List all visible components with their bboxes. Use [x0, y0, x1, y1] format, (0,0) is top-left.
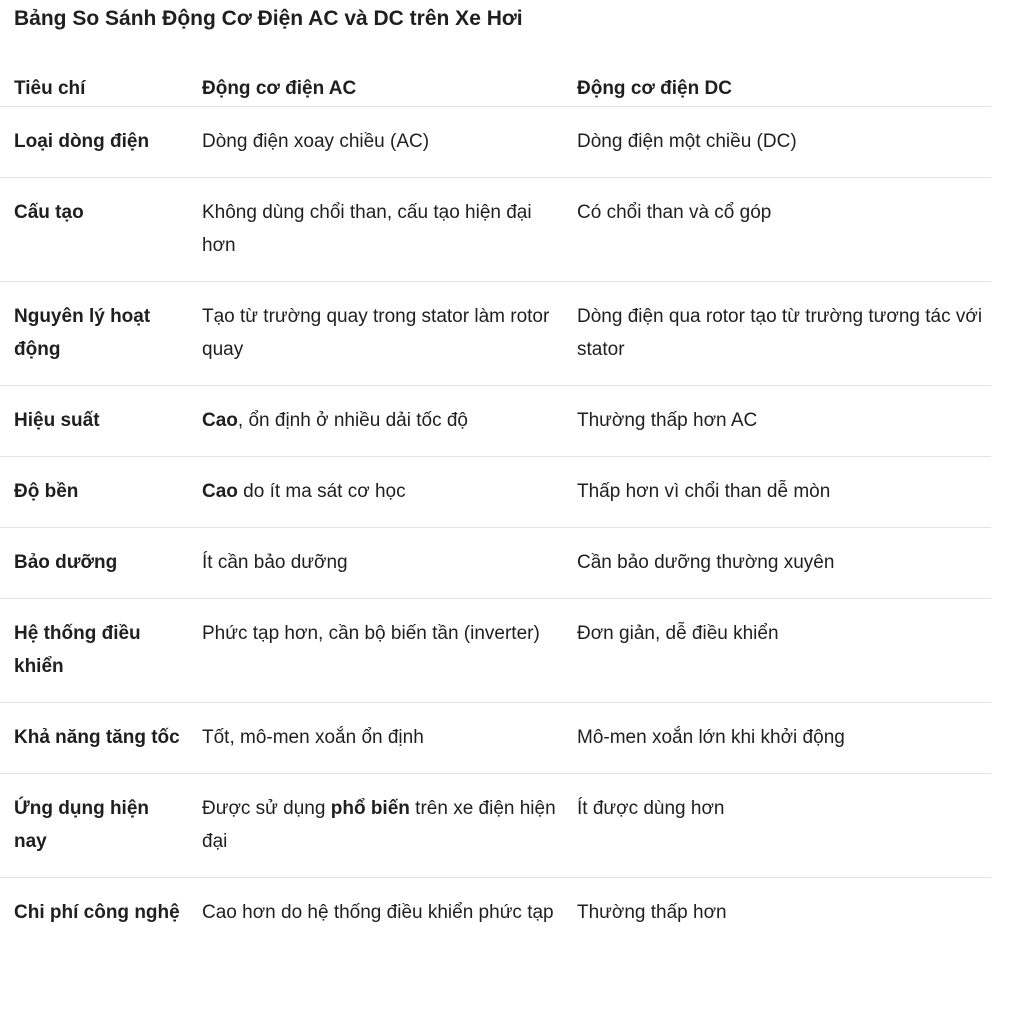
table-row	[0, 385, 991, 456]
criteria-cell: Ứng dụng hiện nay	[0, 773, 202, 877]
ac-cell	[202, 773, 577, 877]
ac-cell-text: Cao hơn do hệ thống điều khiển phức tạp	[202, 901, 554, 923]
ac-cell	[202, 527, 577, 598]
table-row	[0, 281, 991, 385]
ac-cell	[202, 106, 577, 177]
ac-cell-bold: Cao	[202, 409, 238, 431]
dc-cell: Cần bảo dưỡng thường xuyên	[577, 527, 991, 598]
dc-cell: Thấp hơn vì chổi than dễ mòn	[577, 456, 991, 527]
header-dc-motor: Động cơ điện DC	[577, 78, 732, 99]
ac-cell-bold: phổ biến	[330, 797, 410, 819]
table-header-row	[0, 60, 991, 106]
dc-cell: Đơn giản, dễ điều khiển	[577, 598, 991, 702]
table-row	[0, 527, 991, 598]
ac-cell-text: Tốt, mô-men xoắn ổn định	[202, 726, 424, 748]
table-row	[0, 598, 991, 702]
table-row	[0, 177, 991, 281]
criteria-cell: Chi phí công nghệ	[0, 877, 202, 948]
criteria-cell: Hệ thống điều khiển	[0, 598, 202, 702]
ac-cell	[202, 385, 577, 456]
table-row	[0, 702, 991, 773]
ac-cell-text: Dòng điện xoay chiều (AC)	[202, 130, 430, 152]
criteria-cell: Hiệu suất	[0, 385, 202, 456]
table-row	[0, 877, 991, 948]
dc-cell: Ít được dùng hơn	[577, 773, 991, 877]
ac-cell-text: Phức tạp hơn, cần bộ biến tần (inverter)	[202, 622, 540, 644]
ac-cell	[202, 281, 577, 385]
ac-cell	[202, 177, 577, 281]
table-row	[0, 773, 991, 877]
ac-cell	[202, 598, 577, 702]
criteria-cell: Bảo dưỡng	[0, 527, 202, 598]
ac-cell-text: , ổn định ở nhiều dải tốc độ	[237, 409, 468, 431]
criteria-cell: Cấu tạo	[0, 177, 202, 281]
page-title: Bảng So Sánh Động Cơ Điện AC và DC trên Xe Hơi	[14, 7, 523, 30]
ac-cell-text: Tạo từ trường quay trong stator làm rotor quay	[202, 305, 550, 360]
ac-cell-text: do ít ma sát cơ học	[237, 480, 406, 502]
ac-cell	[202, 877, 577, 948]
ac-cell	[202, 702, 577, 773]
criteria-cell: Nguyên lý hoạt động	[0, 281, 202, 385]
comparison-table	[0, 60, 991, 948]
criteria-cell: Khả năng tăng tốc	[0, 702, 202, 773]
criteria-cell: Độ bền	[0, 456, 202, 527]
table-row	[0, 456, 991, 527]
dc-cell: Thường thấp hơn	[577, 877, 991, 948]
ac-cell-bold: Cao	[202, 480, 238, 502]
table-row	[0, 106, 991, 177]
ac-cell-text: Không dùng chổi than, cấu tạo hiện đại hơn	[202, 201, 532, 256]
ac-cell-pre: Được sử dụng	[202, 797, 331, 819]
header-criteria: Tiêu chí	[14, 78, 86, 99]
dc-cell: Dòng điện qua rotor tạo từ trường tương tác với stator	[577, 281, 991, 385]
dc-cell: Dòng điện một chiều (DC)	[577, 106, 991, 177]
dc-cell: Có chổi than và cổ góp	[577, 177, 991, 281]
dc-cell: Mô-men xoắn lớn khi khởi động	[577, 702, 991, 773]
ac-cell-after: trên xe điện hiện đại	[202, 797, 556, 852]
criteria-cell: Loại dòng điện	[0, 106, 202, 177]
header-ac-motor: Động cơ điện AC	[202, 78, 357, 99]
ac-cell-text: Ít cần bảo dưỡng	[202, 551, 348, 573]
ac-cell	[202, 456, 577, 527]
dc-cell: Thường thấp hơn AC	[577, 385, 991, 456]
